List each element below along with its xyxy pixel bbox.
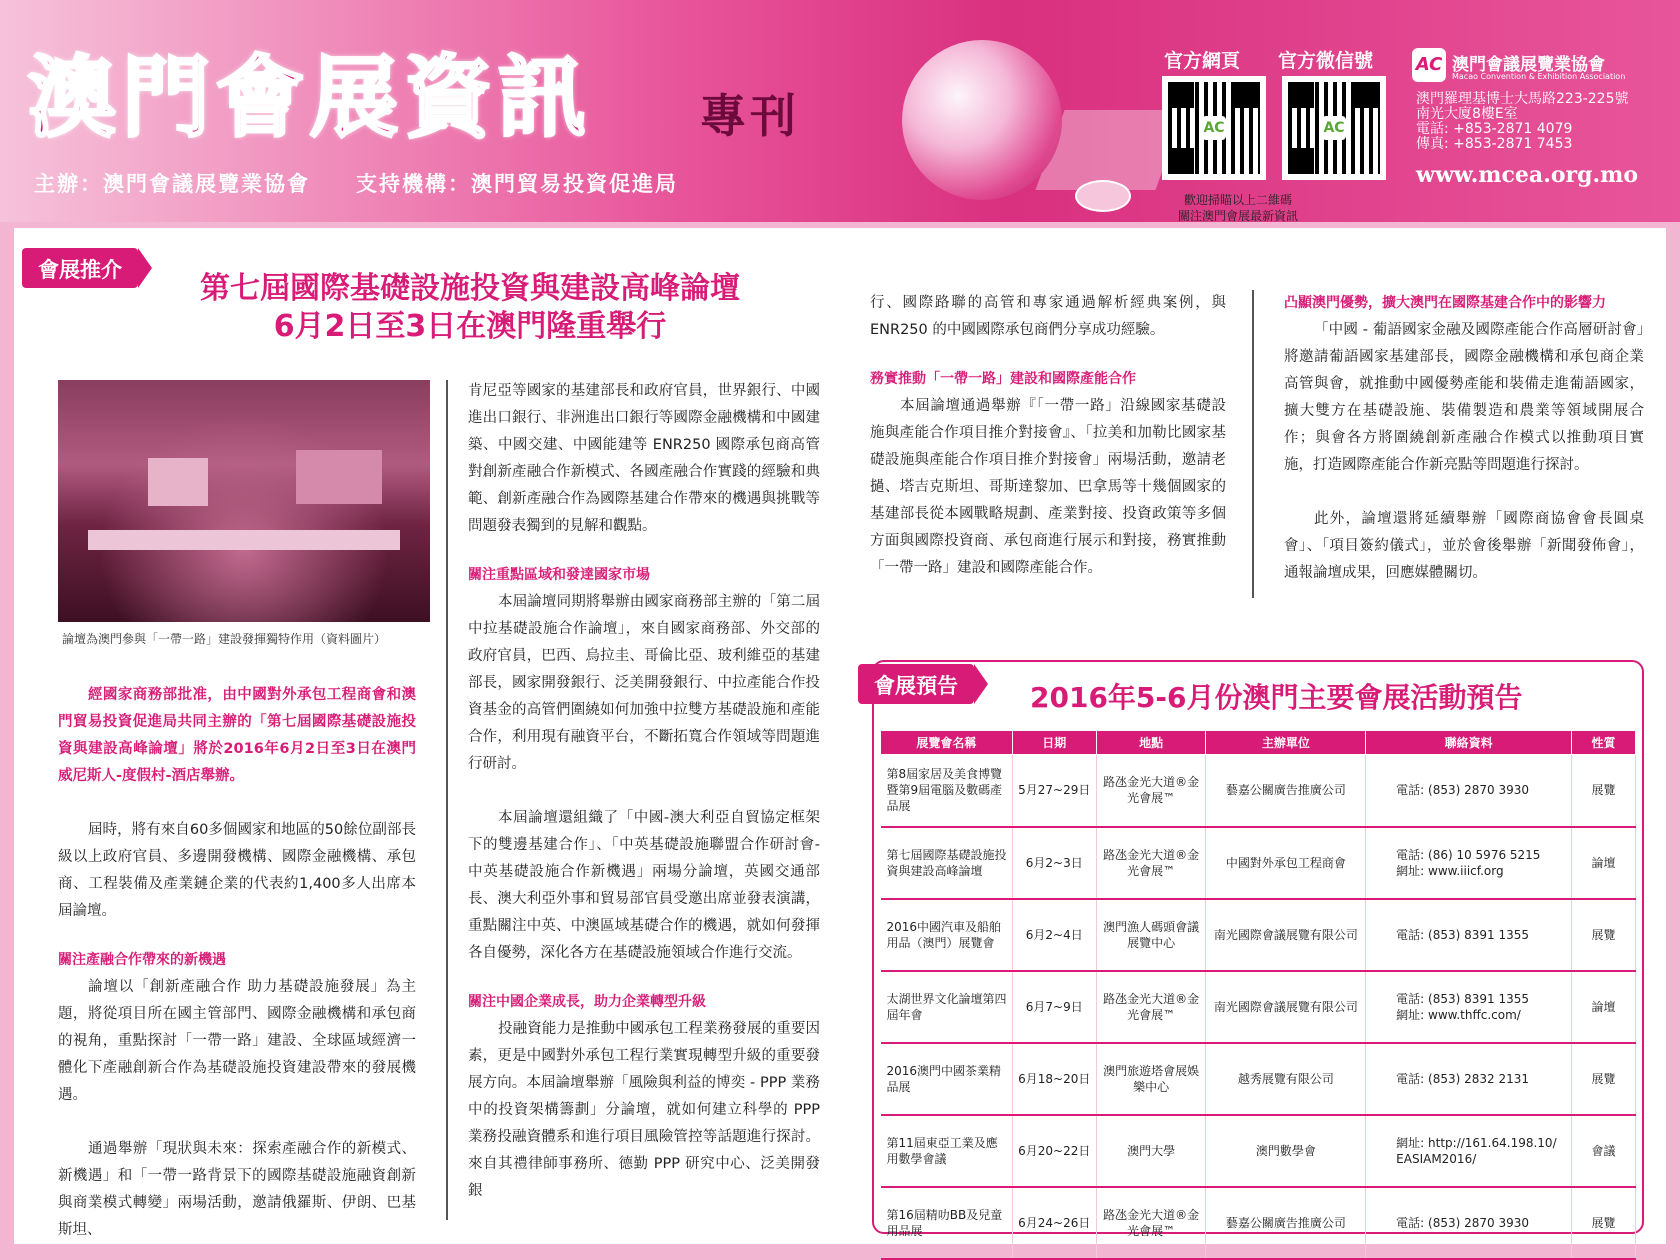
event-date: 6月24~26日 — [1012, 1187, 1096, 1259]
event-date: 6月20~22日 — [1012, 1115, 1096, 1187]
col-header: 日期 — [1012, 731, 1096, 755]
event-organizer: 中國對外承包工程商會 — [1206, 827, 1366, 899]
event-contact: 電話: (853) 2832 2131 — [1366, 1043, 1572, 1115]
col-header: 聯絡資料 — [1366, 731, 1572, 755]
event-organizer: 藝嘉公關廣告推廣公司 — [1206, 1187, 1366, 1259]
section-badge-preview: 會展預告 — [858, 664, 974, 704]
article-column-2: 肯尼亞等國家的基建部長和政府官員，世界銀行、中國進出口銀行、非洲進出口銀行等國際金融機構和中國建築、中國交建、中國能建等 ENR250 國際承包商高管對創新產融合作新模式、各國產融合作實踐的經驗和典範、創新產融合作為國際基建合作帶來的機遇與挑戰等問題發表獨到的見解和觀點。 關注重點區域和發達國家市場 本屆論壇同期將舉辦由國家商務部主辦的「第二屆中拉基礎設施合作論壇」，來自國家商務部、外交部的政府官員，巴西、烏拉圭、哥倫比亞、玻利維亞的基建部長，國家開發銀行、泛美開發銀行、中拉產能合作投資基金的高管們圍繞如何加強中拉雙方基礎設施和產能合作，利用現有融資平台，不斷拓寬合作領域等問題進行研討。 本屆論壇還組織了「中國-澳大利亞自貿協定框架下的雙邊基建合作」、「中英基礎設施聯盟合作研討會-中英基礎設施合作新機遇」兩場分論壇，英國交通部長、澳大利亞外事和貿易部官員受邀出席並發表演講，重點關注中英、中澳區域基礎合作的機遇，就如何發揮各自優勢，深化各方在基礎設施領域合作進行交流。 關注中國企業成長，助力企業轉型升級 投融資能力是推動中國承包工程業務發展的重要因素，更是中國對外承包工程行業實現轉型升級的重要發展方向。本屆論壇舉辦「風險與利益的博奕 - PPP 業務中的投資架構籌劃」分論壇，就如何建立科學的 PPP 業務投融資體系和進行項目風險管控等話題進行探討。來自其禮律師事務所、德勤 PPP 研究中心、泛美開發銀 — [468, 383, 820, 1199]
website-link[interactable]: www.mcea.org.mo — [1416, 162, 1639, 188]
subheading: 凸顯澳門優勢，擴大澳門在國際基建合作中的影響力 — [1284, 295, 1606, 311]
event-venue: 路氹金光大道®金光會展™ — [1096, 755, 1206, 827]
column-divider — [1252, 290, 1254, 598]
logo-icon: AC — [1322, 116, 1346, 140]
association-name-en: Macao Convention & Exhibition Association — [1452, 72, 1626, 81]
event-name: 2016澳門中國茶業精品展 — [881, 1043, 1013, 1115]
col-header: 主辦單位 — [1206, 731, 1366, 755]
event-date: 6月7~9日 — [1012, 971, 1096, 1043]
event-venue: 澳門旅遊塔會展娛樂中心 — [1096, 1043, 1206, 1115]
forum-photo — [58, 380, 430, 622]
event-date: 6月2~4日 — [1012, 899, 1096, 971]
event-organizer: 澳門數學會 — [1206, 1115, 1366, 1187]
globe-graphic — [902, 40, 1062, 200]
association-logo-icon: AC — [1412, 48, 1446, 82]
event-organizer: 越秀展覽有限公司 — [1206, 1043, 1366, 1115]
photo-caption: 論壇為澳門參與「一帶一路」建設發揮獨特作用（資料圖片） — [62, 632, 387, 646]
event-organizer: 南光國際會議展覽有限公司 — [1206, 971, 1366, 1043]
event-type: 論壇 — [1572, 827, 1636, 899]
events-title: 2016年5-6月份澳門主要會展活動預告 — [1030, 681, 1523, 714]
table-row — [881, 827, 1636, 899]
event-contact: 電話: (853) 8391 1355 網址: www.thffc.com/ — [1366, 971, 1572, 1043]
subheading: 關注中國企業成長，助力企業轉型升級 — [468, 994, 706, 1010]
table-row — [881, 971, 1636, 1043]
events-table — [880, 730, 1636, 1260]
event-venue: 路氹金光大道®金光會展™ — [1096, 827, 1206, 899]
col-header: 展覽會名稱 — [881, 731, 1013, 755]
event-organizer: 藝嘉公關廣告推廣公司 — [1206, 755, 1366, 827]
event-date: 5月27~29日 — [1012, 755, 1096, 827]
event-type: 展覽 — [1572, 1043, 1636, 1115]
subheading: 關注產融合作帶來的新機遇 — [58, 952, 226, 968]
event-name: 第8屆家居及美食博覽暨第9屆電腦及數碼產品展 — [881, 755, 1013, 827]
event-organizer: 南光國際會議展覽有限公司 — [1206, 899, 1366, 971]
subheading: 務實推動「一帶一路」建設和國際產能合作 — [870, 371, 1136, 387]
event-type: 會議 — [1572, 1115, 1636, 1187]
event-name: 第11屆東亞工業及應用數學會議 — [881, 1115, 1013, 1187]
event-type: 展覽 — [1572, 899, 1636, 971]
qr-code-website[interactable] — [1162, 76, 1266, 180]
association-contact: 澳門羅理基博士大馬路223-225號 南光大廈8樓E室 電話: +853-2871 4079 傳真: +853-2871 7453 — [1416, 91, 1629, 152]
mouse-graphic — [1075, 180, 1131, 212]
association-name: 澳門會議展覽業協會 — [1452, 55, 1605, 75]
table-row — [881, 1043, 1636, 1115]
organizer-line: 主辦：澳門會議展覽業協會 支持機構：澳門貿易投資促進局 — [34, 172, 678, 196]
col-header: 性質 — [1572, 731, 1636, 755]
section-badge-recommend: 會展推介 — [22, 248, 138, 288]
table-row — [881, 1187, 1636, 1259]
event-date: 6月2~3日 — [1012, 827, 1096, 899]
event-name: 太湖世界文化論壇第四屆年會 — [881, 971, 1013, 1043]
event-venue: 澳門大學 — [1096, 1115, 1206, 1187]
table-row — [881, 755, 1636, 827]
subheading: 關注重點區域和發達國家市場 — [468, 567, 650, 583]
qr-site-label: 官方網頁 — [1164, 50, 1241, 72]
event-contact: 網址: http://161.64.198.10/ EASIAM2016/ — [1366, 1115, 1572, 1187]
event-name: 第七屆國際基礎設施投資與建設高峰論壇 — [881, 827, 1013, 899]
event-contact: 電話: (853) 2870 3930 — [1366, 1187, 1572, 1259]
table-row — [881, 899, 1636, 971]
article-column-3: 行、國際路聯的高管和專家通過解析經典案例，與 ENR250 的中國國際承包商們分享成功經驗。 務實推動「一帶一路」建設和國際產能合作 本屆論壇通過舉辦『「一帶一路」沿線國家基礎設施與產能合作項目推介對接會』、「拉美和加勒比國家基礎設施與產能合作項目推介對接會」兩場活動，邀請老撾、塔吉克斯坦、哥斯達黎加、巴拿馬等十幾個國家的基建部長從本國戰略規劃、產業對接、投資政策等多個方面與國際投資商、承包商進行展示和對接，務實推動「一帶一路」建設和國際產能合作。 — [870, 295, 1226, 576]
table-row — [881, 1115, 1636, 1187]
qr-note: 歡迎掃瞄以上二維碼 關注澳門會展最新資訊 — [1178, 193, 1299, 223]
event-name: 第16屆精叻BB及兒童用品展 — [881, 1187, 1013, 1259]
article-column-1: 經國家商務部批准，由中國對外承包工程商會和澳門貿易投資促進局共同主辦的「第七屆國際基礎設施投資與建設高峰論壇」將於2016年6月2日至3日在澳門威尼斯人-度假村-酒店舉辦。 屆時，將有來自60多個國家和地區的50餘位副部長級以上政府官員、多邊開發機構、國際金融機構、承包商、工程裝備及產業鏈企業的代表約1,400多人出席本屆論壇。 關注產融合作帶來的新機遇 論壇以「創新產融合作 助力基礎設施發展」為主題，將從項目所在國主管部門、國際金融機構和承包商的視角，重點探討「一帶一路」建設、全球區域經濟一體化下產融創新合作為基礎設施投資建設帶來的發展機遇。 通過舉辦「現狀與未來：探索產融合作的新模式、新機遇」和「一帶一路背景下的國際基礎設施融資創新與商業模式轉變」兩場活動，邀請俄羅斯、伊朗、巴基斯坦、 — [58, 687, 416, 1238]
event-type: 展覽 — [1572, 1187, 1636, 1259]
event-name: 2016中國汽車及船舶用品（澳門）展覽會 — [881, 899, 1013, 971]
qr-code-wechat[interactable] — [1282, 76, 1386, 180]
event-venue: 澳門漁人碼頭會議展覽中心 — [1096, 899, 1206, 971]
event-venue: 路氹金光大道®金光會展™ — [1096, 971, 1206, 1043]
masthead-title: 澳門會展資訊 — [28, 45, 593, 149]
logo-icon: AC — [1202, 116, 1226, 140]
article-column-4: 凸顯澳門優勢，擴大澳門在國際基建合作中的影響力 「中國 - 葡語國家金融及國際產能合作高層研討會」將邀請葡語國家基建部長，國際金融機構和承包商企業高管與會，就推動中國優勢產能和裝備走進葡語國家，擴大雙方在基礎設施、裝備製造和農業等領域開展合作；與會各方將圍繞創新產融合作模式以推動項目實施，打造國際產能合作新亮點等問題進行探討。 此外，論壇還將延續舉辦「國際商協會會長圓桌會」、「項目簽約儀式」，並於會後舉辦「新聞發佈會」，通報論壇成果，回應媒體關切。 — [1284, 290, 1644, 587]
masthead-subtitle: 專刊 — [700, 89, 800, 143]
event-date: 6月18~20日 — [1012, 1043, 1096, 1115]
table-header-row — [881, 731, 1636, 755]
event-type: 論壇 — [1572, 971, 1636, 1043]
event-contact: 電話: (86) 10 5976 5215 網址: www.iiicf.org — [1366, 827, 1572, 899]
event-contact: 電話: (853) 8391 1355 — [1366, 899, 1572, 971]
masthead — [0, 0, 1680, 222]
event-venue: 路氹金光大道®金光會展™ — [1096, 1187, 1206, 1259]
event-type: 展覽 — [1572, 755, 1636, 827]
event-contact: 電話: (853) 2870 3930 — [1366, 755, 1572, 827]
qr-wechat-label: 官方微信號 — [1278, 50, 1374, 72]
col-header: 地點 — [1096, 731, 1206, 755]
column-divider — [446, 380, 448, 1220]
article-headline: 第七屆國際基礎設施投資與建設高峰論壇 6月2日至3日在澳門隆重舉行 — [200, 271, 740, 344]
